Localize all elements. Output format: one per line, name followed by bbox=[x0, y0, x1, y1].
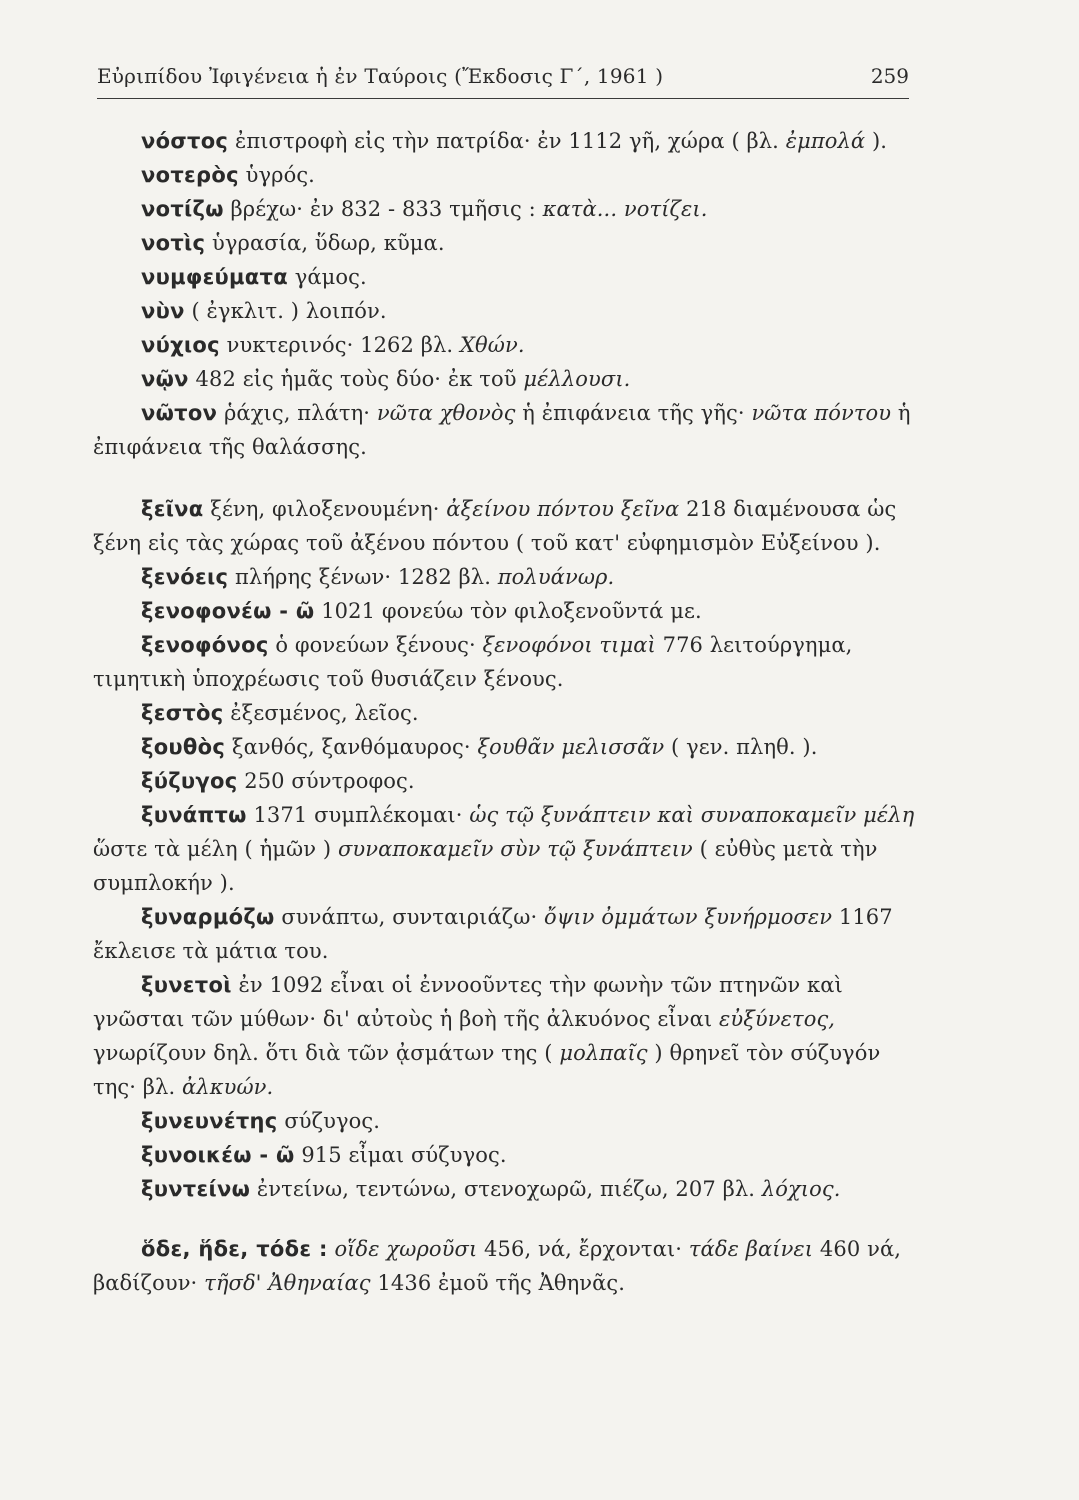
entry-italic: κατὰ... νοτίζει. bbox=[542, 197, 708, 221]
glossary-entry bbox=[93, 730, 923, 764]
glossary-entry bbox=[93, 696, 923, 730]
headword: ξυνετοὶ bbox=[141, 973, 232, 997]
glossary-entry bbox=[93, 158, 923, 192]
headword: νοτερὸς bbox=[141, 163, 239, 187]
glossary-entry bbox=[93, 594, 923, 628]
entry-text: ὑγρός. bbox=[238, 163, 315, 187]
glossary-entry bbox=[93, 764, 923, 798]
entry-text: ( γεν. πληθ. ). bbox=[664, 735, 818, 759]
entry-text: 460 νά, βαδίζουν· bbox=[93, 1237, 901, 1295]
entry-italic: πολυάνωρ. bbox=[497, 565, 615, 589]
entry-text: συνάπτω, συνταιριάζω· bbox=[274, 905, 545, 929]
entry-italic: τῆσδ' Ἀθηναίας bbox=[204, 1271, 371, 1295]
headword: ξύζυγος bbox=[141, 769, 238, 793]
headword: ξενοφονέω - ῶ bbox=[141, 599, 315, 623]
entry-text: ( εὐθὺς μετὰ τὴν συμπλοκήν ). bbox=[93, 837, 878, 895]
headword: νύχιος bbox=[141, 333, 220, 357]
entry-text: ἐπιστροφὴ εἰς τὴν πατρίδα· ἐν 1112 γῆ, χώρα ( βλ. bbox=[228, 129, 786, 153]
headword: νὺν bbox=[141, 299, 185, 323]
entry-text: 1167 ἔκλεισε τὰ μάτια του. bbox=[93, 905, 893, 963]
entry-text: 1371 συμπλέκομαι· bbox=[246, 803, 470, 827]
entry-text: ἡ ἐπιφάνεια τῆς θαλάσσης. bbox=[93, 401, 911, 459]
entry-italic: ὡς τῷ ξυνάπτειν καὶ συναποκαμεῖν μέλη bbox=[469, 803, 915, 827]
page-number: 259 bbox=[870, 64, 909, 88]
entry-text: νυκτερινός· 1262 βλ. bbox=[219, 333, 460, 357]
entry-text: 776 λειτούργημα, τιμητικὴ ὑποχρέωσις τοῦ θυσιάζειν ξένους. bbox=[93, 633, 853, 691]
entry-text: 456, νά, ἔρχονται· bbox=[477, 1237, 689, 1261]
entry-italic: εὐξύνετος, bbox=[718, 1007, 836, 1031]
entry-text: 1436 ἐμοῦ τῆς Ἀθηνᾶς. bbox=[370, 1271, 626, 1295]
glossary-entry bbox=[93, 560, 923, 594]
headword: ὅδε, ἥδε, τόδε : bbox=[141, 1237, 328, 1261]
entry-text: ξένη, φιλοξενουμένη· bbox=[203, 497, 447, 521]
headword: ξενοφόνος bbox=[141, 633, 269, 657]
entry-text: ξανθός, ξανθόμαυρος· bbox=[225, 735, 478, 759]
headword: ξενόεις bbox=[141, 565, 229, 589]
entry-text: ) θρηνεῖ τὸν σύζυγόν της· βλ. bbox=[93, 1041, 881, 1099]
glossary-entry bbox=[93, 124, 923, 158]
entry-text: σύζυγος. bbox=[277, 1109, 381, 1133]
entry-text: ( ἐγκλιτ. ) λοιπόν. bbox=[184, 299, 387, 323]
entry-italic: ἀξείνου πόντου ξεῖνα bbox=[446, 497, 680, 521]
headword: νοτίζω bbox=[141, 197, 224, 221]
entry-text: 250 σύντροφος. bbox=[237, 769, 415, 793]
headword: ξυντείνω bbox=[141, 1177, 251, 1201]
glossary-entry bbox=[93, 260, 923, 294]
entry-italic: μολπαῖς bbox=[559, 1041, 648, 1065]
entry-text: βρέχω· ἐν 832 - 833 τμῆσις : bbox=[223, 197, 543, 221]
headword: νυμφεύματα bbox=[141, 265, 288, 289]
glossary-entry bbox=[93, 798, 923, 900]
headword: ξυναρμόζω bbox=[141, 905, 275, 929]
glossary-entry bbox=[93, 1138, 923, 1172]
headword: νῷν bbox=[141, 367, 189, 391]
glossary-entry bbox=[93, 628, 923, 696]
glossary-entry bbox=[93, 1232, 923, 1300]
entry-italic: ξενοφόνοι τιμαὶ bbox=[482, 633, 656, 657]
glossary-entry bbox=[93, 362, 923, 396]
entry-text: ὁ φονεύων ξένους· bbox=[268, 633, 483, 657]
entry-text: 218 διαμένουσα ὡς ξένη εἰς τὰς χώρας τοῦ ἀξένου πόντου ( τοῦ κατ' εὐφημισμὸν Εὐξείνου ). bbox=[93, 497, 897, 555]
headword: ξυνοικέω - ῶ bbox=[141, 1143, 295, 1167]
headword: νοτὶς bbox=[141, 231, 206, 255]
entry-italic: ξουθᾶν μελισσᾶν bbox=[477, 735, 665, 759]
entry-italic: νῶτα πόντου bbox=[751, 401, 892, 425]
entry-italic: νῶτα χθονὸς bbox=[376, 401, 516, 425]
glossary-entry bbox=[93, 192, 923, 226]
headword: νῶτον bbox=[141, 401, 218, 425]
entry-text: 482 εἰς ἡμᾶς τοὺς δύο· ἐκ τοῦ bbox=[188, 367, 524, 391]
entry-italic: λόχιος. bbox=[761, 1177, 841, 1201]
entry-italic: Χθών. bbox=[459, 333, 525, 357]
section-gap bbox=[93, 464, 923, 492]
headword: ξυνάπτω bbox=[141, 803, 247, 827]
headword: ξουθὸς bbox=[141, 735, 226, 759]
entry-text: ῥάχις, πλάτη· bbox=[217, 401, 377, 425]
glossary-entry bbox=[93, 900, 923, 968]
section-gap bbox=[93, 1206, 923, 1232]
glossary-entry bbox=[93, 328, 923, 362]
entry-text: γάμος. bbox=[287, 265, 367, 289]
running-head bbox=[97, 64, 909, 99]
entry-italic: οἵδε χωροῦσι bbox=[334, 1237, 478, 1261]
entry-italic: ἐμπολά bbox=[785, 129, 866, 153]
glossary-entry bbox=[93, 294, 923, 328]
glossary-body bbox=[93, 124, 923, 1300]
entry-italic: ὄψιν ὀμμάτων ξυνήρμοσεν bbox=[544, 905, 833, 929]
headword: ξεῖνα bbox=[141, 497, 204, 521]
entry-text: γνωρίζουν δηλ. ὅτι διὰ τῶν ᾀσμάτων της ( bbox=[93, 1041, 560, 1065]
glossary-entry bbox=[93, 1104, 923, 1138]
entry-text: ὑγρασία, ὕδωρ, κῦμα. bbox=[205, 231, 445, 255]
glossary-entry bbox=[93, 1172, 923, 1206]
running-title: Εὐριπίδου Ἰφιγένεια ἡ ἐν Ταύροις (Ἔκδοσις Γ΄, 1961 ) bbox=[97, 64, 664, 88]
headword: νόστος bbox=[141, 129, 229, 153]
entry-text: ὥστε τὰ μέλη ( ἡμῶν ) bbox=[93, 837, 338, 861]
entry-text: ἐν 1092 εἶναι οἱ ἐννοοῦντες τὴν φωνὴν τῶν πτηνῶν καὶ γνῶσται τῶν μύθων· δι' αὐτοὺς ἡ βοὴ τῆς ἀλκυόνος εἶναι bbox=[93, 973, 843, 1031]
entry-text: ἐντείνω, τεντώνω, στενοχωρῶ, πιέζω, 207 βλ. bbox=[250, 1177, 762, 1201]
entry-italic: συναποκαμεῖν σὺν τῷ ξυνάπτειν bbox=[337, 837, 693, 861]
entry-italic: ἀλκυών. bbox=[182, 1075, 274, 1099]
entry-italic: τάδε βαίνει bbox=[688, 1237, 814, 1261]
glossary-entry bbox=[93, 226, 923, 260]
entry-text: ἡ ἐπιφάνεια τῆς γῆς· bbox=[515, 401, 752, 425]
headword: ξεστὸς bbox=[141, 701, 224, 725]
entry-text: πλήρης ξένων· 1282 βλ. bbox=[228, 565, 498, 589]
glossary-entry bbox=[93, 492, 923, 560]
entry-text: 915 εἶμαι σύζυγος. bbox=[294, 1143, 507, 1167]
entry-text: ). bbox=[865, 129, 888, 153]
entry-text: 1021 φονεύω τὸν φιλοξενοῦντά με. bbox=[314, 599, 702, 623]
headword: ξυνευνέτης bbox=[141, 1109, 278, 1133]
entry-text: ἐξεσμένος, λεῖος. bbox=[223, 701, 419, 725]
entry-italic: μέλλουσι. bbox=[523, 367, 631, 391]
glossary-entry bbox=[93, 396, 923, 464]
glossary-entry bbox=[93, 968, 923, 1104]
